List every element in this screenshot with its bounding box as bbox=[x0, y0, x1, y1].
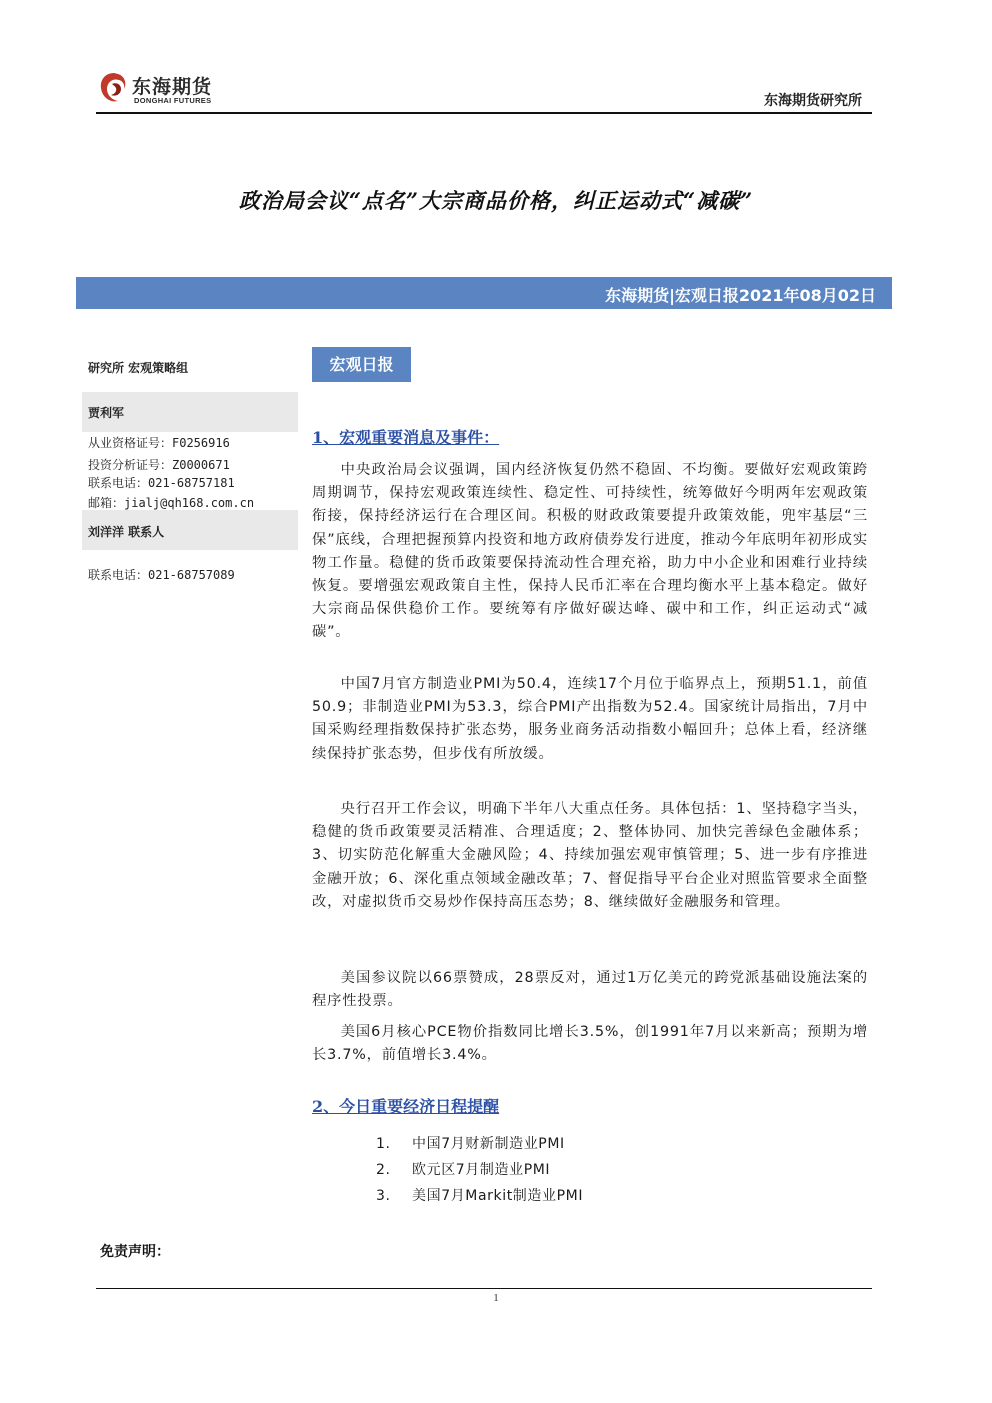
banner-text: 东海期货|宏观日报2021年08月02日 bbox=[605, 286, 876, 305]
list-item bbox=[376, 1131, 583, 1157]
list-item-text: 美国7月Markit制造业PMI bbox=[412, 1188, 584, 1204]
analyst-email: 邮箱：jialj@qh168.com.cn bbox=[88, 496, 255, 510]
paragraph-pmi: 中国7月官方制造业PMI为50.4，连续17个月位于临界点上，预期51.1，前值50.9；非制造业PMI为53.3，综合PMI产出指数为52.4。国家统计局指出，7月中国采购经理指数保持扩张态势，服务业商务活动指数小幅回升；总体上看，经济继续保持扩张态势，但步伐有所放缓。 bbox=[312, 676, 868, 762]
list-item-number: 2. bbox=[376, 1162, 391, 1178]
sidebar-department: 研究所 宏观策略组 bbox=[88, 361, 189, 375]
report-banner bbox=[76, 277, 892, 309]
list-item-text: 欧元区7月制造业PMI bbox=[412, 1162, 551, 1178]
analyst-license: 从业资格证号：F0256916 bbox=[88, 436, 230, 450]
section-2-heading: 2、今日重要经济日程提醒 bbox=[312, 1097, 500, 1116]
header-divider bbox=[96, 112, 872, 114]
report-type-tag: 宏观日报 bbox=[312, 347, 411, 382]
list-item bbox=[376, 1183, 583, 1209]
document-title: 政治局会议“点名”大宗商品价格，纠正运动式“减碳” bbox=[238, 188, 754, 213]
page-number: 1 bbox=[493, 1292, 499, 1304]
analyst-invest-license: 投资分析证号：Z0000671 bbox=[88, 458, 230, 472]
logo-english-name: DONGHAI FUTURES bbox=[134, 96, 212, 105]
analyst-name: 贾利军 bbox=[88, 406, 125, 420]
paragraph-us-pce: 美国6月核心PCE物价指数同比增长3.5%，创1991年7月以来新高；预期为增长3.7%，前值增长3.4%。 bbox=[312, 1024, 868, 1064]
schedule-list bbox=[376, 1131, 583, 1209]
institute-name: 东海期货研究所 bbox=[764, 93, 862, 109]
paragraph-us-senate: 美国参议院以66票赞成，28票反对，通过1万亿美元的跨党派基础设施法案的程序性投票。 bbox=[312, 970, 868, 1010]
list-item-number: 3. bbox=[376, 1188, 391, 1204]
list-item-number: 1. bbox=[376, 1136, 391, 1152]
analyst-phone: 联系电话：021-68757181 bbox=[88, 476, 235, 490]
paragraph-politburo: 中央政治局会议强调，国内经济恢复仍然不稳固、不均衡。要做好宏观政策跨周期调节，保持宏观政策连续性、稳定性、可持续性，统筹做好今明两年宏观政策衔接，保持经济运行在合理区间。积极的财政政策要提升政策效能，兜牢基层“三保”底线，合理把握预算内投资和地方政府债券发行进度，推动今年底明年初形成实物工作量。稳健的货币政策要保持流动性合理充裕，助力中小企业和困难行业持续恢复。要增强宏观政策自主性，保持人民币汇率在合理均衡水平上基本稳定。做好大宗商品保供稳价工作。要统筹有序做好碳达峰、碳中和工作，纠正运动式“减碳”。 bbox=[312, 462, 868, 641]
dragon-logo-icon bbox=[96, 70, 132, 106]
paragraph-pboc: 央行召开工作会议，明确下半年八大重点任务。具体包括：1、坚持稳字当头，稳健的货币政策要灵活精准、合理适度；2、整体协同、加快完善绿色金融体系；3、切实防范化解重大金融风险；4、持续加强宏观审慎管理；5、进一步有序推进金融开放；6、深化重点领域金融改革；7、督促指导平台企业对照监管要求全面整改，对虚拟货币交易炒作保持高压态势；8、继续做好金融服务和管理。 bbox=[312, 801, 868, 910]
footer-divider bbox=[96, 1288, 872, 1289]
contact-phone: 联系电话：021-68757089 bbox=[88, 568, 235, 582]
contact-name: 刘洋洋 联系人 bbox=[88, 525, 165, 539]
disclaimer-heading: 免责声明： bbox=[100, 1244, 170, 1260]
section-1-heading: 1、宏观重要消息及事件： bbox=[312, 428, 500, 447]
logo-chinese-name: 东海期货 bbox=[132, 76, 213, 98]
list-item-text: 中国7月财新制造业PMI bbox=[412, 1136, 565, 1152]
list-item bbox=[376, 1157, 583, 1183]
company-logo bbox=[96, 70, 236, 110]
